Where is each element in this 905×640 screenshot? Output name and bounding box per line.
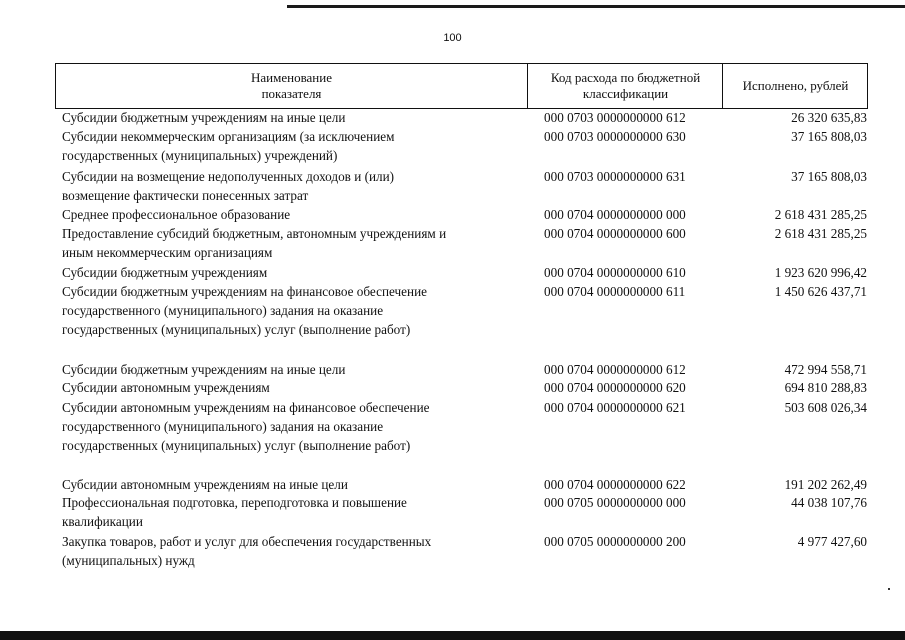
row-amount: 37 165 808,03 [791, 129, 867, 144]
row-name: Субсидии бюджетным учреждениям [62, 265, 268, 280]
row-code: 000 0703 0000000000 612 [544, 110, 686, 125]
row-amount: 37 165 808,03 [791, 169, 867, 184]
row-amount: 472 994 558,71 [784, 362, 867, 377]
row-code: 000 0704 0000000000 621 [544, 400, 686, 415]
row-code: 000 0705 0000000000 000 [544, 495, 686, 510]
scan-speck [888, 588, 890, 590]
row-code: 000 0704 0000000000 611 [544, 284, 686, 299]
row-code: 000 0704 0000000000 622 [544, 477, 686, 492]
row-code: 000 0704 0000000000 000 [544, 207, 686, 222]
row-name: Субсидии автономным учреждениям на финансовое обеспечение государственного (муниципального) задания на оказание государственных (муниципальных) услуг (выполнение работ) [62, 400, 430, 453]
row-code: 000 0703 0000000000 631 [544, 169, 686, 184]
header-code: Код расхода по бюджетной классификации [527, 64, 723, 108]
row-amount: 2 618 431 285,25 [774, 226, 867, 241]
row-code: 000 0705 0000000000 200 [544, 534, 686, 549]
row-name: Среднее профессиональное образование [62, 207, 291, 222]
row-name: Субсидии автономным учреждениям на иные цели [62, 477, 348, 492]
row-code: 000 0703 0000000000 630 [544, 129, 686, 144]
row-amount: 4 977 427,60 [797, 534, 867, 549]
row-amount: 26 320 635,83 [791, 110, 867, 125]
row-code: 000 0704 0000000000 612 [544, 362, 686, 377]
page-number: 100 [443, 32, 462, 44]
row-code: 000 0704 0000000000 620 [544, 380, 686, 395]
row-code: 000 0704 0000000000 610 [544, 265, 686, 280]
row-name: Субсидии бюджетным учреждениям на иные цели [62, 362, 346, 377]
row-name: Закупка товаров, работ и услуг для обеспечения государственных (муниципальных) нужд [62, 534, 432, 568]
row-name: Субсидии бюджетным учреждениям на финансовое обеспечение государственного (муниципального) задания на оказание государственных (муниципальных) услуг (выполнение работ) [62, 284, 427, 337]
row-name: Субсидии некоммерческим организациям (за исключением государственных (муниципальных) учреждений) [62, 129, 395, 163]
row-amount: 191 202 262,49 [784, 477, 867, 492]
header-name: Наименование показателя [251, 70, 332, 101]
row-amount: 44 038 107,76 [791, 495, 867, 510]
row-name: Профессиональная подготовка, переподготовка и повышение квалификации [62, 495, 407, 529]
row-name: Субсидии автономным учреждениям [62, 380, 270, 395]
row-name: Субсидии бюджетным учреждениям на иные цели [62, 110, 346, 125]
row-amount: 2 618 431 285,25 [774, 207, 867, 222]
bottom-rule [0, 631, 905, 640]
row-code: 000 0704 0000000000 600 [544, 226, 686, 241]
header-executed: Исполнено, рублей [722, 64, 868, 108]
row-amount: 1 923 620 996,42 [774, 265, 867, 280]
row-amount: 1 450 626 437,71 [774, 284, 867, 299]
row-amount: 503 608 026,34 [784, 400, 867, 415]
row-name: Предоставление субсидий бюджетным, автономным учреждениям и иным некоммерческим организациям [62, 226, 447, 260]
row-amount: 694 810 288,83 [784, 380, 867, 395]
row-name: Субсидии на возмещение недополученных доходов и (или) возмещение фактически понесенных затрат [62, 169, 395, 203]
